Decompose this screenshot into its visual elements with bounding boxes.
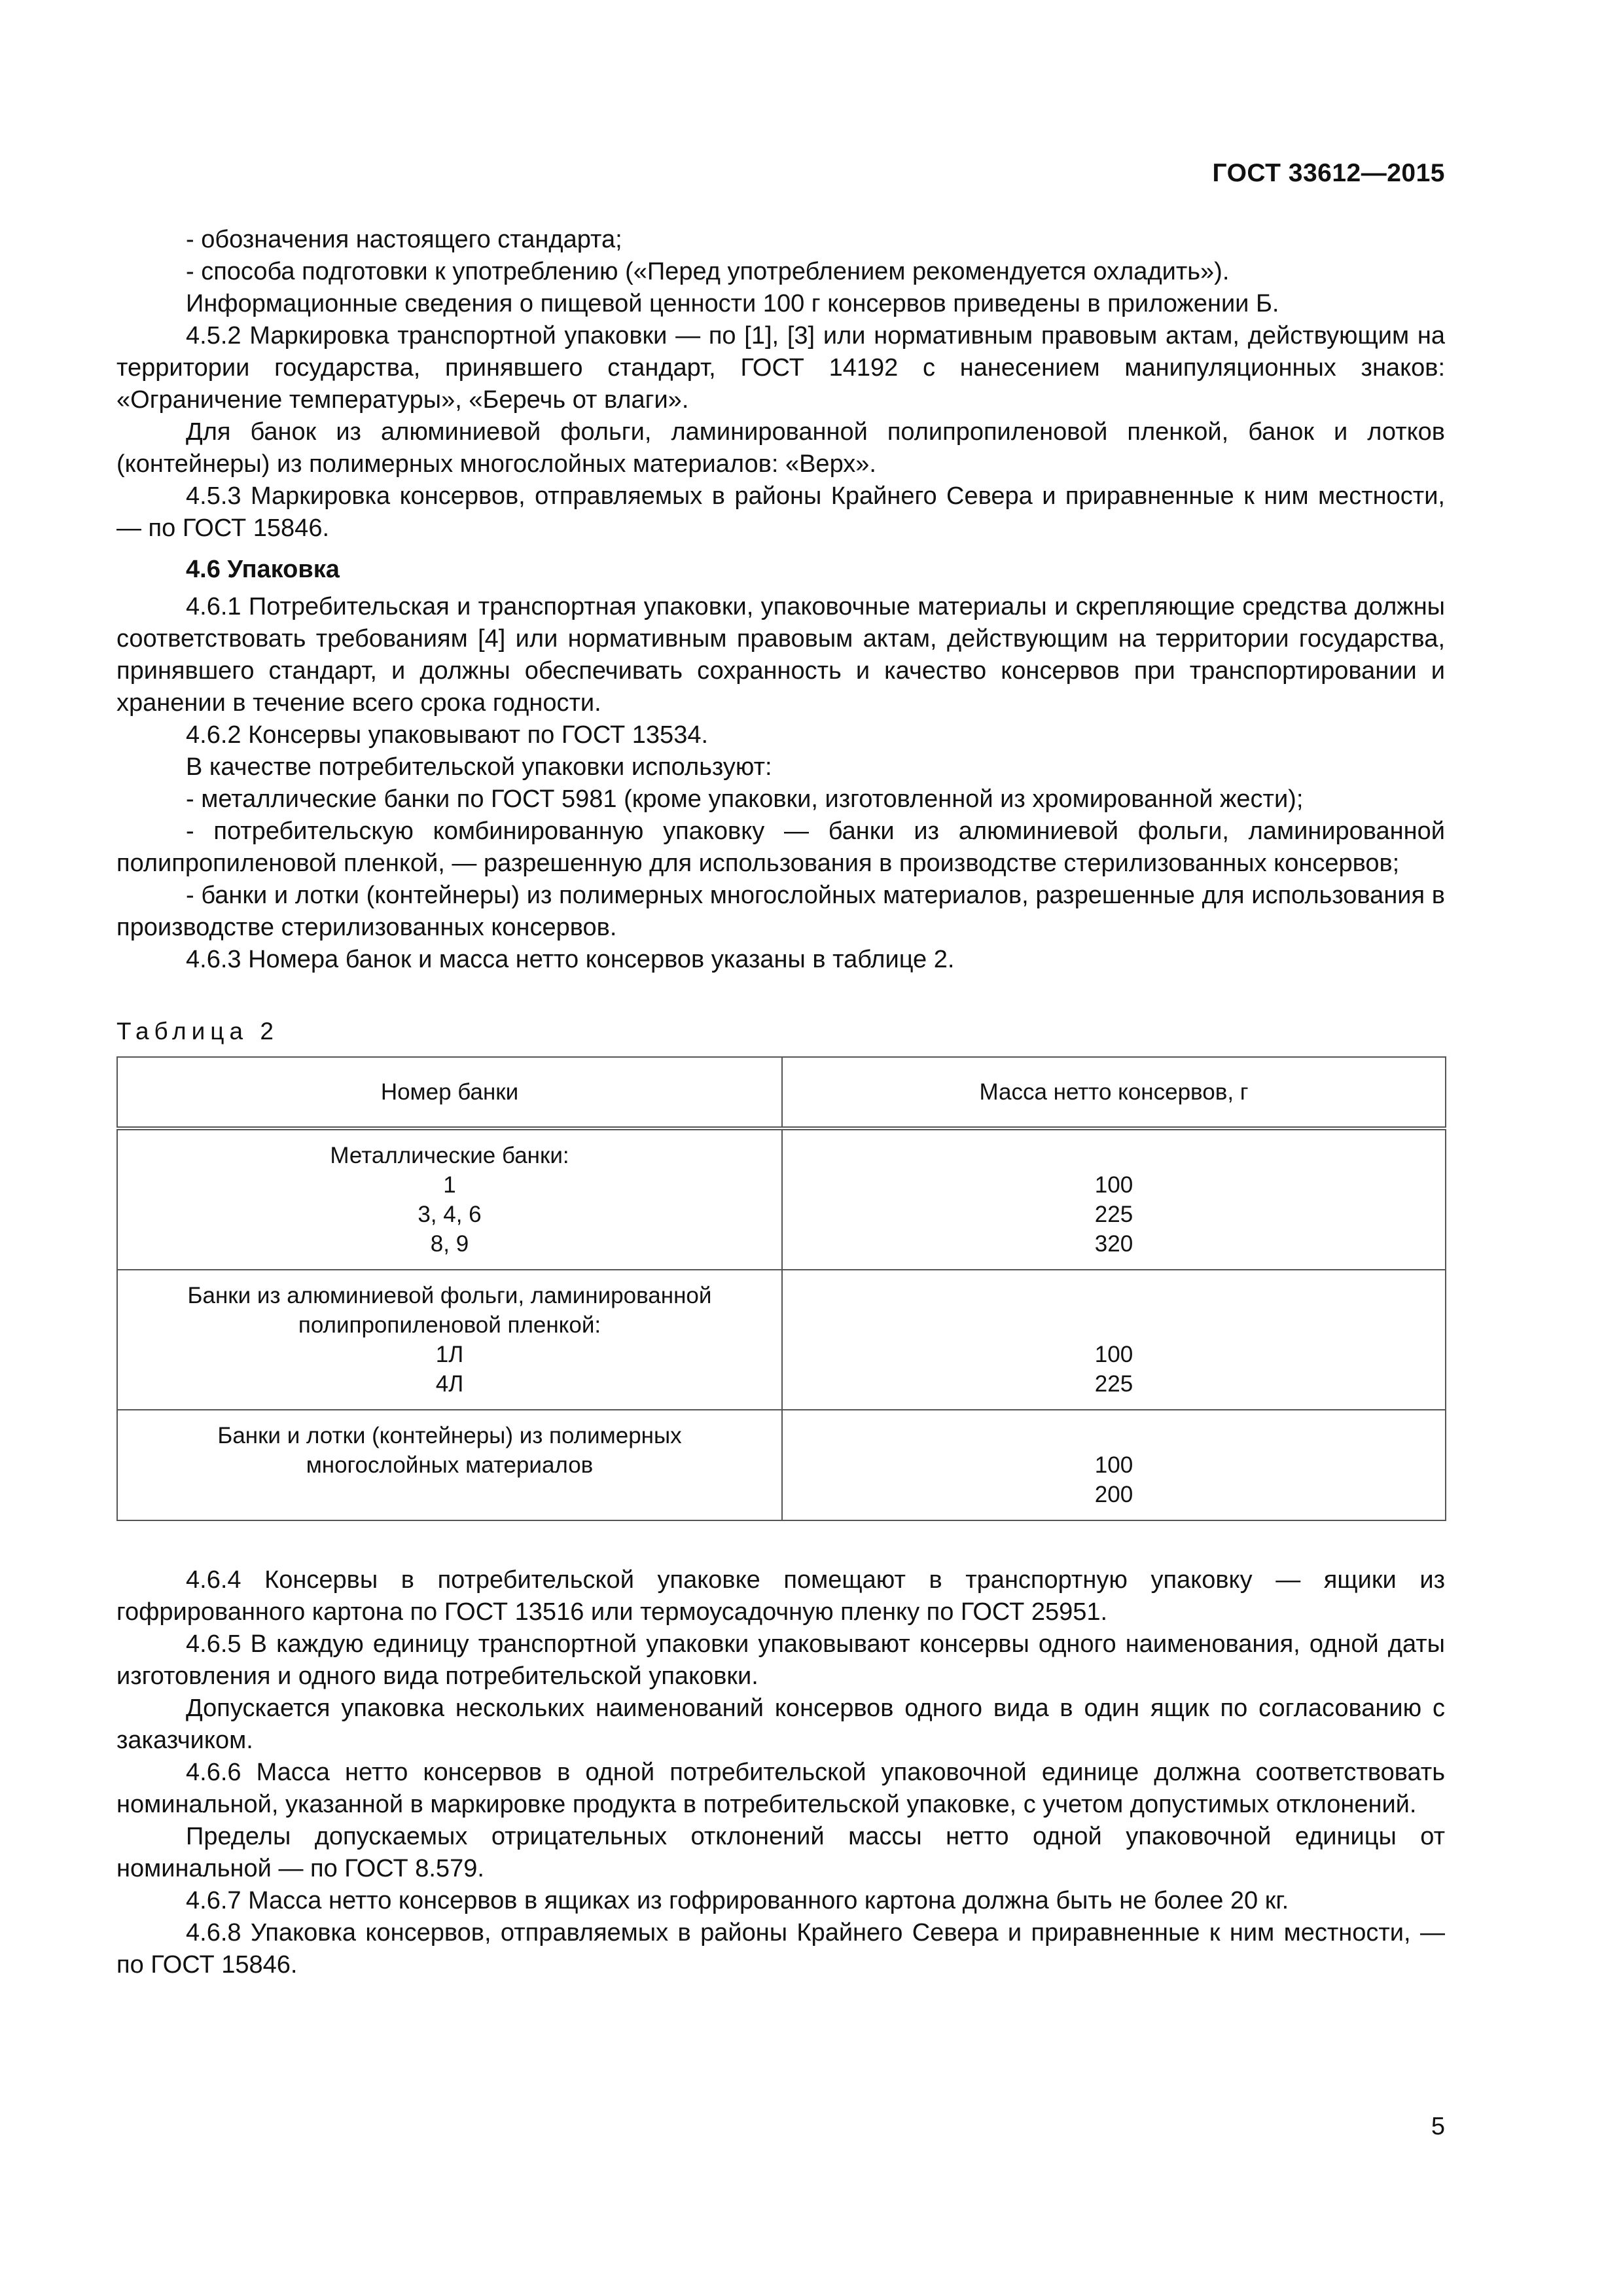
cell-line: 1 — [443, 1172, 456, 1198]
document-header: ГОСТ 33612—2015 — [1212, 159, 1445, 187]
cell-line — [783, 1310, 1445, 1340]
page-number: 5 — [1431, 2113, 1445, 2140]
paragraph: 4.6.7 Масса нетто консервов в ящиках из гофрированного картона должна быть не более 20 кг. — [186, 1887, 1289, 1914]
cell-line: 100 — [1094, 1172, 1133, 1198]
paragraph: Допускается упаковка нескольких наименований консервов одного вида в один ящик по согласованию с заказчиком. — [116, 1695, 1445, 1754]
paragraph: 4.5.2 Маркировка транспортной упаковки — по [1], [3] или нормативным правовым актам, действующим на территории государства, принявшего стандарт, ГОСТ 14192 с нанесением манипуляционных знаков: «Ограничение температуры», «Беречь от влаги». — [116, 322, 1445, 414]
cell-line: полипропиленовой пленкой: — [298, 1312, 601, 1338]
table-cell — [782, 1270, 1446, 1410]
cell-line: 4Л — [435, 1371, 464, 1397]
data-table — [116, 1056, 1446, 1521]
paragraph: Пределы допускаемых отрицательных отклонений массы нетто одной упаковочной единицы от номинальной — по ГОСТ 8.579. — [116, 1823, 1445, 1882]
cell-line: 100 — [1094, 1342, 1133, 1367]
table-header-row — [117, 1057, 1446, 1128]
paragraph: Для банок из алюминиевой фольги, ламинированной полипропиленовой пленкой, банок и лотков (контейнеры) из полимерных многослойных материалов: «Верх». — [116, 418, 1445, 478]
paragraph: 4.6.3 Номера банок и масса нетто консервов указаны в таблице 2. — [186, 946, 955, 973]
paragraph: 4.6.6 Масса нетто консервов в одной потребительской упаковочной единице должна соответствовать номинальной, указанной в маркировке продукта в потребительской упаковке, с учетом допустимых отклонений. — [116, 1759, 1445, 1818]
table-cell — [117, 1270, 782, 1410]
paragraph: 4.6.4 Консервы в потребительской упаковке помещают в транспортную упаковку — ящики из гофрированного картона по ГОСТ 13516 или термоусадочную пленку по ГОСТ 25951. — [116, 1566, 1445, 1626]
cell-line: Банки из алюминиевой фольги, ламинированной — [187, 1283, 712, 1308]
table-row — [117, 1270, 1446, 1410]
table-cell — [782, 1410, 1446, 1520]
cell-line: 225 — [1094, 1202, 1133, 1227]
table-caption: Таблица 2 — [116, 1018, 279, 1045]
cell-line: многослойных материалов — [306, 1452, 594, 1478]
column-header: Номер банки — [117, 1057, 782, 1128]
column-header: Масса нетто консервов, г — [782, 1057, 1446, 1128]
cell-line: Металлические банки: — [330, 1143, 569, 1168]
paragraph: 4.6.1 Потребительская и транспортная упаковки, упаковочные материалы и скрепляющие средства должны соответствовать требованиям [4] или нормативным правовым актам, действующим на территории государства, принявшего стандарт, и должны обеспечивать сохранность и качество консервов при транспортировании и хранении в течение всего срока годности. — [116, 593, 1445, 717]
paragraph: Информационные сведения о пищевой ценности 100 г консервов приведены в приложении Б. — [186, 290, 1279, 317]
cell-line: 1Л — [435, 1342, 464, 1367]
table-cell — [782, 1128, 1446, 1270]
table-cell — [117, 1410, 782, 1520]
cell-line — [118, 1480, 781, 1509]
cell-line — [783, 1141, 1445, 1170]
paragraph: 4.6.5 В каждую единицу транспортной упаковки упаковывают консервы одного наименования, одной даты изготовления и одного вида потребительской упаковки. — [116, 1630, 1445, 1690]
paragraph: 4.6.2 Консервы упаковывают по ГОСТ 13534. — [186, 721, 709, 749]
cell-line: Банки и лотки (контейнеры) из полимерных — [217, 1423, 682, 1448]
paragraph: В качестве потребительской упаковки используют: — [186, 753, 772, 781]
table-row — [117, 1410, 1446, 1520]
cell-line: 100 — [1094, 1452, 1133, 1478]
cell-line: 320 — [1094, 1231, 1133, 1257]
cell-line: 200 — [1094, 1482, 1133, 1507]
section-title: 4.6 Упаковка — [186, 556, 340, 583]
table-row — [117, 1128, 1446, 1270]
paragraph: - металлические банки по ГОСТ 5981 (кроме упаковки, изготовленной из хромированной жести); — [186, 785, 1304, 813]
paragraph: - обозначения настоящего стандарта; — [186, 226, 622, 253]
cell-line: 8, 9 — [430, 1231, 469, 1257]
paragraph: 4.6.8 Упаковка консервов, отправляемых в районы Крайнего Севера и приравненные к ним местности, — по ГОСТ 15846. — [116, 1919, 1445, 1979]
cell-line — [783, 1421, 1445, 1450]
paragraph: 4.5.3 Маркировка консервов, отправляемых в районы Крайнего Севера и приравненные к ним местности, — по ГОСТ 15846. — [116, 482, 1445, 542]
paragraph: - банки и лотки (контейнеры) из полимерных многослойных материалов, разрешенные для использования в производстве стерилизованных консервов. — [116, 882, 1445, 941]
cell-line — [783, 1281, 1445, 1310]
cell-line: 225 — [1094, 1371, 1133, 1397]
page-content — [116, 224, 1445, 1981]
paragraph: - потребительскую комбинированную упаковку — банки из алюминиевой фольги, ламинированной полипропиленовой пленкой, — разрешенную для использования в производстве стерилизованных консервов; — [116, 817, 1445, 877]
table-cell — [117, 1128, 782, 1270]
cell-line: 3, 4, 6 — [418, 1202, 482, 1227]
paragraph: - способа подготовки к употреблению («Перед употреблением рекомендуется охладить»). — [186, 258, 1230, 285]
